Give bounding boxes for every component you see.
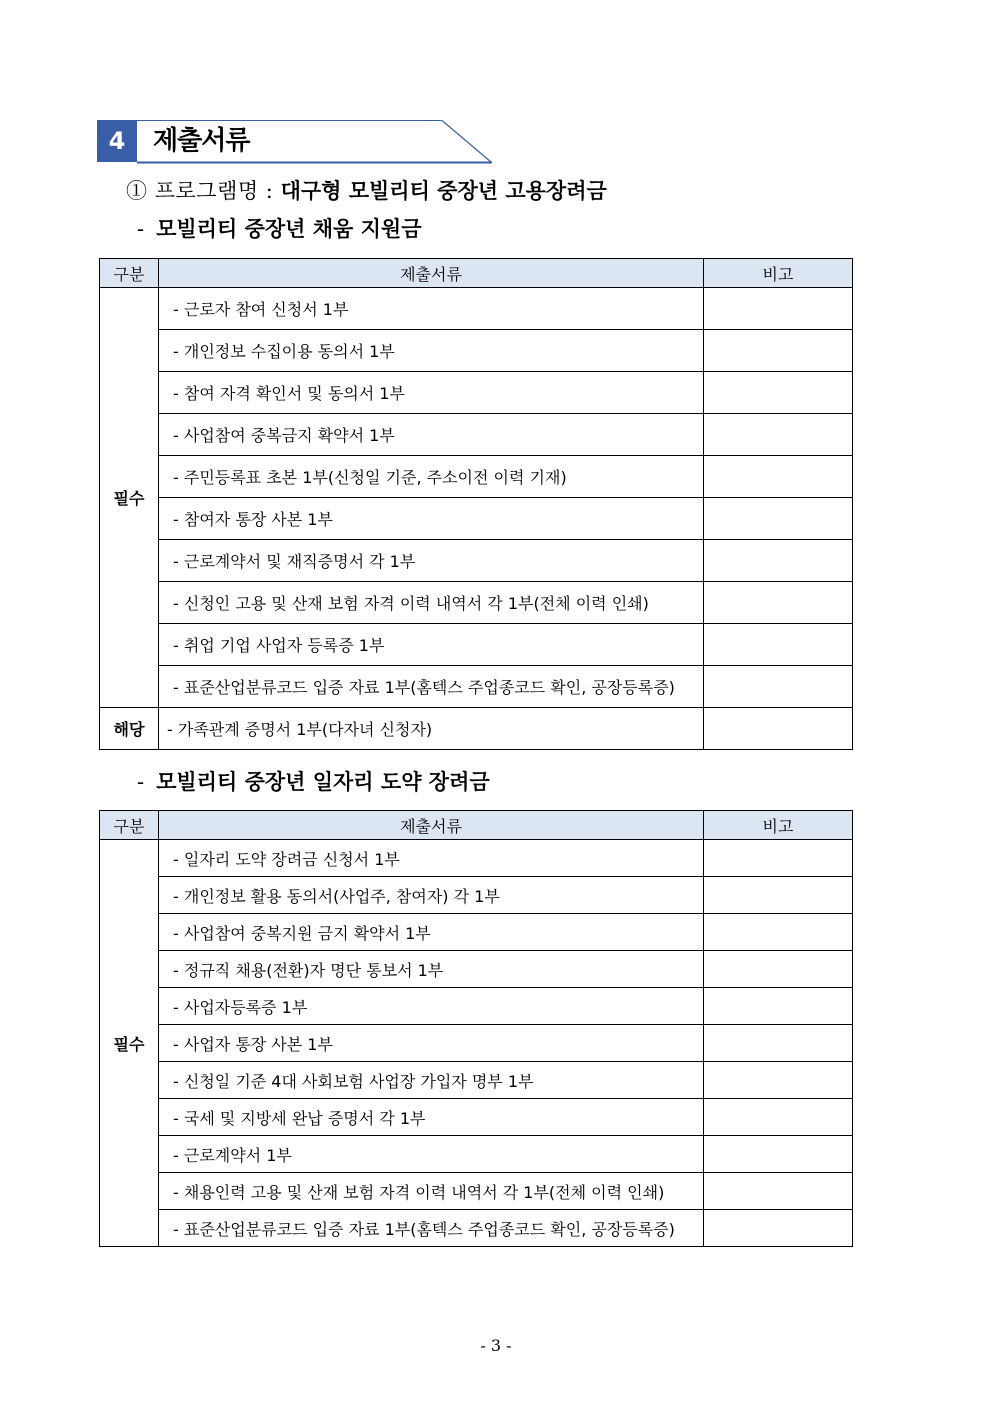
table-row <box>100 624 853 666</box>
table1-note-cell <box>704 582 853 624</box>
table2-item: - 신청일 기준 4대 사회보험 사업장 가입자 명부 1부 <box>159 1062 704 1099</box>
table-row <box>100 708 853 750</box>
table2-header-documents: 제출서류 <box>159 811 704 840</box>
table2-item: - 개인정보 활용 동의서(사업주, 참여자) 각 1부 <box>159 877 704 914</box>
table1-category-required: 필수 <box>100 288 159 708</box>
table-row <box>100 666 853 708</box>
table1-header-category: 구분 <box>100 259 159 288</box>
table1-heading <box>137 212 421 246</box>
table-row <box>100 414 853 456</box>
section-header <box>97 120 493 164</box>
table1-item: - 신청인 고용 및 산재 보험 자격 이력 내역서 각 1부(전체 이력 인쇄) <box>159 582 704 624</box>
table1-item: - 취업 기업 사업자 등록증 1부 <box>159 624 704 666</box>
table1-note-cell <box>704 372 853 414</box>
table1-item: - 표준산업분류코드 입증 자료 1부(홈텍스 주업종코드 확인, 공장등록증) <box>159 666 704 708</box>
program-label: 프로그램명 : <box>154 179 274 203</box>
table1-note-cell <box>704 288 853 330</box>
page-number: - 3 - <box>480 1336 512 1355</box>
table2-note-cell <box>704 877 853 914</box>
table2-item: - 사업참여 중복지원 금지 확약서 1부 <box>159 914 704 951</box>
table2-note-cell <box>704 1136 853 1173</box>
table-row <box>100 1210 853 1247</box>
table2-note-cell <box>704 988 853 1025</box>
table2-item: - 국세 및 지방세 완납 증명서 각 1부 <box>159 1099 704 1136</box>
table-row <box>100 288 853 330</box>
program-line <box>126 174 607 208</box>
table1 <box>99 258 853 750</box>
table-row <box>100 951 853 988</box>
table1-note-cell <box>704 666 853 708</box>
table-row <box>100 330 853 372</box>
table2-item: - 사업자 통장 사본 1부 <box>159 1025 704 1062</box>
table1-item: - 주민등록표 초본 1부(신청일 기준, 주소이전 이력 기재) <box>159 456 704 498</box>
table2-item: - 정규직 채용(전환)자 명단 통보서 1부 <box>159 951 704 988</box>
table-row <box>100 582 853 624</box>
table-row <box>100 456 853 498</box>
table2-item: - 표준산업분류코드 입증 자료 1부(홈텍스 주업종코드 확인, 공장등록증) <box>159 1210 704 1247</box>
table1-note-cell <box>704 624 853 666</box>
table-row <box>100 1099 853 1136</box>
table2-note-cell <box>704 1062 853 1099</box>
table1-item: - 참여 자격 확인서 및 동의서 1부 <box>159 372 704 414</box>
table2-category-required: 필수 <box>100 840 159 1247</box>
table-row <box>100 1025 853 1062</box>
table2-note-cell <box>704 1099 853 1136</box>
section-number: 4 <box>108 127 126 155</box>
table1-heading-dash: - <box>137 217 145 241</box>
table1-item: - 가족관계 증명서 1부(다자녀 신청자) <box>159 708 704 750</box>
table-row <box>100 914 853 951</box>
table-row <box>100 1173 853 1210</box>
table2-item: - 일자리 도약 장려금 신청서 1부 <box>159 840 704 877</box>
table2-note-cell <box>704 840 853 877</box>
table2-header-category: 구분 <box>100 811 159 840</box>
table1-heading-text: 모빌리티 중장년 채움 지원금 <box>156 217 422 241</box>
table2-header-note: 비고 <box>704 811 853 840</box>
table-row <box>100 372 853 414</box>
section-title: 제출서류 <box>153 126 250 156</box>
program-bullet: ① <box>126 179 148 203</box>
table2-item: - 사업자등록증 1부 <box>159 988 704 1025</box>
table1-note-cell <box>704 414 853 456</box>
table1-note-cell <box>704 708 853 750</box>
table2-heading-text: 모빌리티 중장년 일자리 도약 장려금 <box>156 770 490 794</box>
table1-note-cell <box>704 330 853 372</box>
table2 <box>99 810 853 1247</box>
table2-item: - 채용인력 고용 및 산재 보험 자격 이력 내역서 각 1부(전체 이력 인쇄) <box>159 1173 704 1210</box>
table-row <box>100 988 853 1025</box>
table-row <box>100 840 853 877</box>
table1-note-cell <box>704 540 853 582</box>
table2-item: - 근로계약서 1부 <box>159 1136 704 1173</box>
table1-header-documents: 제출서류 <box>159 259 704 288</box>
table2-note-cell <box>704 1173 853 1210</box>
table1-item: - 근로자 참여 신청서 1부 <box>159 288 704 330</box>
table1-note-cell <box>704 456 853 498</box>
table1-item: - 사업참여 중복금지 확약서 1부 <box>159 414 704 456</box>
program-name: 대구형 모빌리티 중장년 고용장려금 <box>280 179 607 203</box>
table1-header-note: 비고 <box>704 259 853 288</box>
table2-note-cell <box>704 1210 853 1247</box>
table2-note-cell <box>704 1025 853 1062</box>
table-row <box>100 540 853 582</box>
table-row <box>100 1062 853 1099</box>
table1-note-cell <box>704 498 853 540</box>
table-row <box>100 498 853 540</box>
table2-heading-dash: - <box>137 770 145 794</box>
table2-note-cell <box>704 951 853 988</box>
table1-item: - 개인정보 수집이용 동의서 1부 <box>159 330 704 372</box>
table1-item: - 근로계약서 및 재직증명서 각 1부 <box>159 540 704 582</box>
table-row <box>100 1136 853 1173</box>
table2-heading <box>137 765 490 799</box>
table1-item: - 참여자 통장 사본 1부 <box>159 498 704 540</box>
table-row <box>100 877 853 914</box>
table1-category-applicable: 해당 <box>100 708 159 750</box>
table2-note-cell <box>704 914 853 951</box>
